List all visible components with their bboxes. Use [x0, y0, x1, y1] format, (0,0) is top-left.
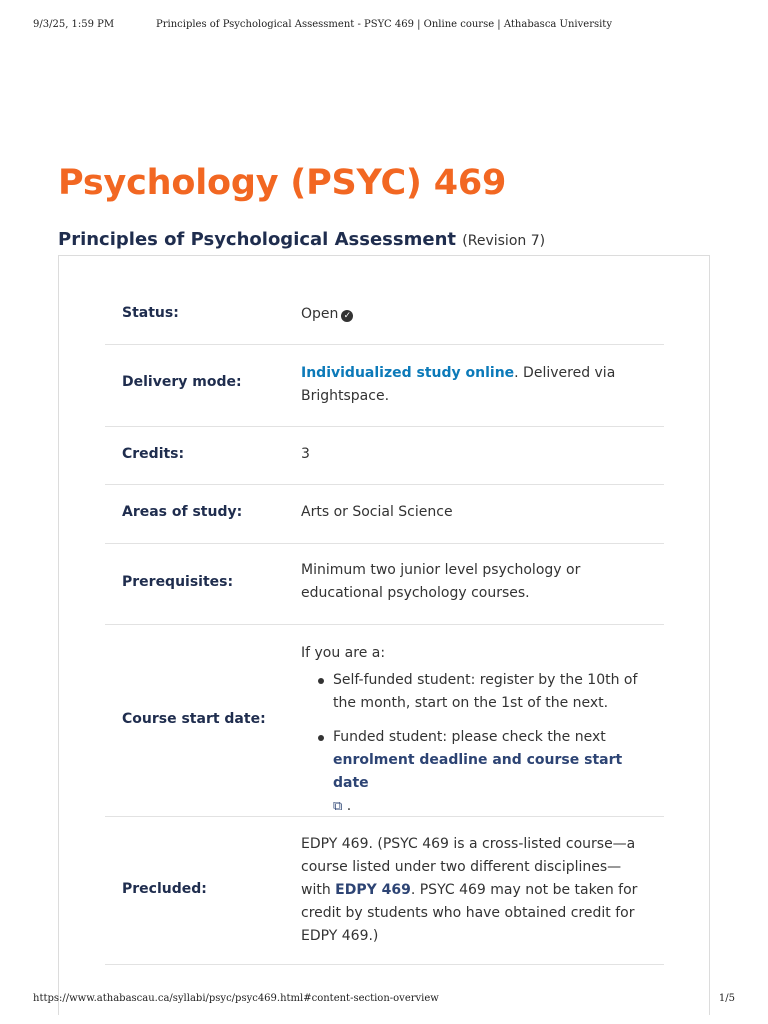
course-start-date-value — [301, 642, 649, 829]
delivery-mode-value — [301, 362, 649, 408]
self-funded-text: Self-funded student: register by the 10th of the month, start on the 1st of the next. — [333, 672, 638, 711]
print-datetime: 9/3/25, 1:59 PM — [33, 19, 115, 30]
enrolment-deadline-link[interactable]: enrolment deadline and course start date — [333, 752, 623, 791]
start-intro: If you are a: — [301, 645, 386, 661]
credits-label: Credits: — [122, 446, 185, 462]
precluded-text: EDPY 469. (PSYC 469 is a cross-listed course—a course listed under two different disciplines—with — [301, 836, 636, 898]
precluded-text-end: . PSYC 469 may not be taken for credit by students who have obtained credit for EDPY 469.) — [301, 882, 638, 944]
delivery-mode-label: Delivery mode: — [122, 374, 242, 390]
delivery-mode-row — [105, 345, 664, 427]
page-title: Psychology (PSYC) 469 — [58, 163, 507, 203]
print-footer — [0, 993, 768, 1007]
prerequisites-row — [105, 544, 664, 625]
individualized-study-link[interactable]: Individualized study online — [301, 365, 515, 381]
status-value-wrap — [301, 303, 649, 326]
print-doc-title: Principles of Psychological Assessment - PSYC 469 | Online course | Athabasca University — [156, 19, 612, 30]
precluded-row — [105, 817, 664, 965]
start-date-list — [301, 669, 649, 818]
list-item — [301, 726, 649, 818]
credits-value: 3 — [301, 446, 310, 462]
prerequisites-label: Prerequisites: — [122, 574, 234, 590]
course-name: Principles of Psychological Assessment — [58, 229, 456, 250]
prerequisites-value: Minimum two junior level psychology or educational psychology courses. — [301, 562, 581, 601]
course-details-card — [58, 255, 710, 1015]
status-value: Open — [301, 306, 339, 322]
credits-row — [105, 427, 664, 485]
areas-of-study-row — [105, 485, 664, 544]
funded-text: Funded student: please check the next — [333, 729, 606, 745]
funded-text-end: . — [346, 798, 352, 814]
external-link-icon[interactable]: ⧉ — [333, 799, 343, 814]
check-circle-icon: ✓ — [341, 310, 353, 322]
precluded-value — [301, 833, 649, 948]
status-row — [105, 276, 664, 345]
status-label: Status: — [122, 305, 179, 321]
print-header — [0, 19, 768, 33]
print-url: https://www.athabascau.ca/syllabi/psyc/psyc469.html#content-section-overview — [33, 993, 439, 1004]
print-page-number: 1/5 — [718, 993, 735, 1004]
course-start-date-row — [105, 625, 664, 817]
edpy-469-link[interactable]: EDPY 469 — [335, 882, 411, 898]
delivery-mode-text: . Delivered via Brightspace. — [301, 365, 616, 404]
course-revision: (Revision 7) — [462, 233, 546, 249]
areas-of-study-label: Areas of study: — [122, 504, 243, 520]
course-subtitle — [58, 229, 545, 250]
precluded-label: Precluded: — [122, 881, 207, 897]
areas-of-study-value: Arts or Social Science — [301, 504, 453, 520]
course-start-date-label: Course start date: — [122, 711, 266, 727]
list-item — [301, 669, 649, 715]
